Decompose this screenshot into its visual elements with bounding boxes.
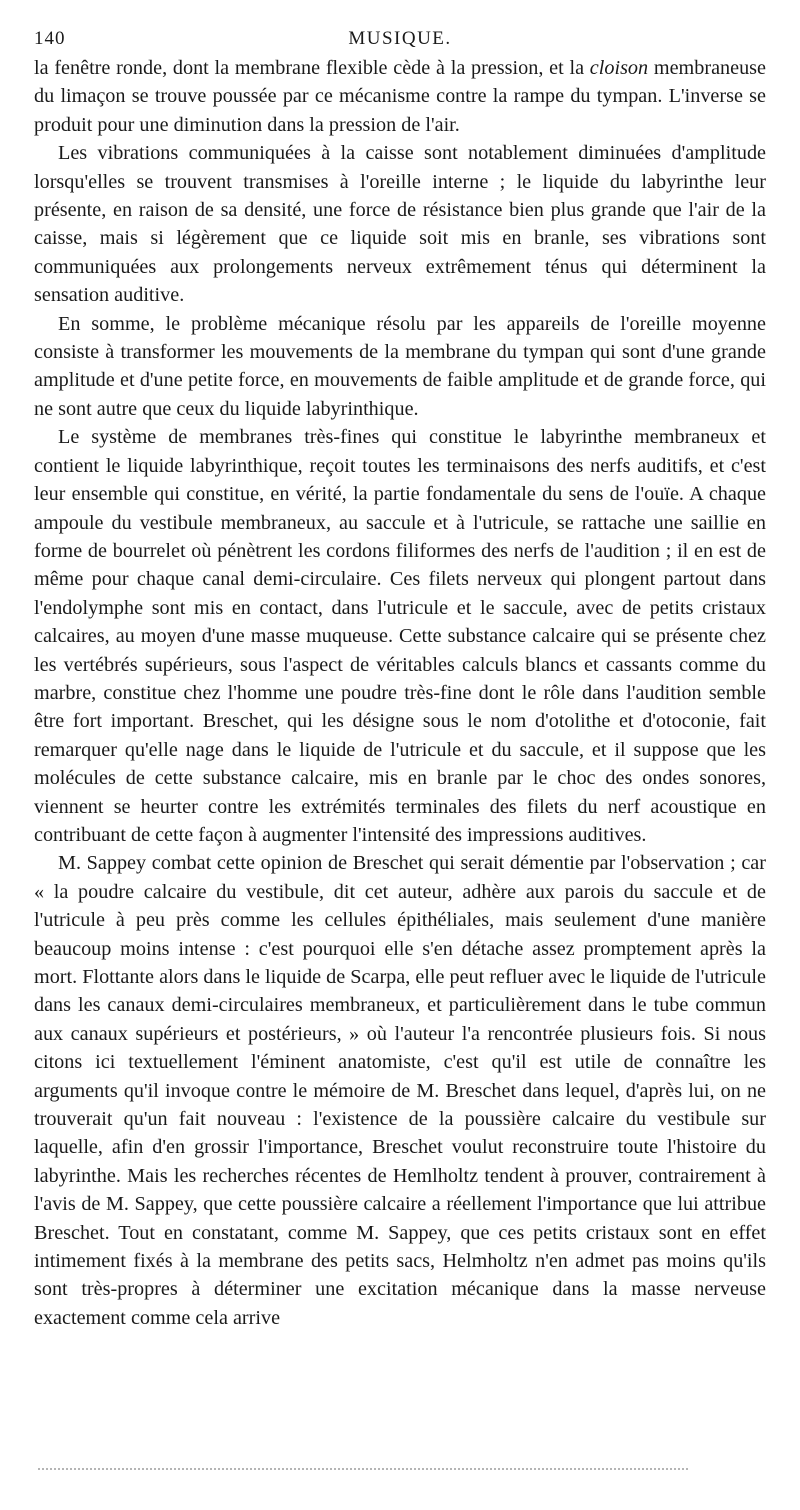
paragraph: En somme, le problème mécanique résolu par les appareils de l'oreille moyenne consiste à transformer les mouvements de la membrane du tympan qui sont d'une grande amplitude et d'une petite force, en mouvements de faible amplitude et de grande force, qui ne sont autre que ceux du liquide labyrinthique. (34, 312, 766, 420)
paragraph-continued (34, 54, 766, 139)
page-header-title: MUSIQUE. (348, 28, 452, 49)
paragraph: Le système de membranes très-fines qui constitue le labyrinthe membraneux et contient le liquide labyrinthique, reçoit toutes les terminaisons des nerfs auditifs, et c'est leur ensemble qui constitue, en vérité, la partie fondamentale du sens de l'ouïe. A chaque ampoule du vestibule membraneux, au saccule et à l'utricule, se rattache une saillie en forme de bourrelet où pénètrent les cordons filiformes des nerfs de l'audition ; il en est de même pour chaque canal demi-circulaire. Ces filets nerveux qui plongent partout dans l'endolymphe sont mis en contact, dans l'utricule et le saccule, avec de petits cristaux calcaires, au moyen d'une masse muqueuse. Cette substance calcaire qui se présente chez les vertébrés supérieurs, sous l'aspect de véritables calculs blancs et cassants comme du marbre, constitue chez l'homme une poudre très-fine dont le rôle dans l'audition semble être fort important. Breschet, qui les désigne sous le nom d'otolithe et d'otoconie, fait remarquer qu'elle nage dans le liquide de l'utricule et du saccule, et il suppose que les molécules de cette substance calcaire, mis en branle par le choc des ondes sonores, viennent se heurter contre les extrémités terminales des filets du nerf acoustique en contribuant de cette façon à augmenter l'intensité des impressions auditives. (34, 426, 766, 846)
paragraph: Les vibrations communiquées à la caisse sont notablement diminuées d'amplitude lorsqu'elles se trouvent transmises à l'oreille interne ; le liquide du labyrinthe leur présente, en raison de sa densité, une force de résistance bien plus grande que l'air de la caisse, mais si légèrement que ce liquide soit mis en branle, ses vibrations sont communiquées aux prolongements nerveux extrêmement ténus qui déterminent la sensation auditive. (34, 142, 766, 307)
running-head (34, 24, 766, 54)
text-run: la fenêtre ronde, dont la membrane flexible cède à la pression, et la (34, 57, 590, 79)
page-number: 140 (34, 28, 66, 49)
text-run: membraneuse du limaçon se trouve poussée par ce mécanisme contre la rampe du tympan. L'inverse se produit pour une diminution dans la pression de l'air. (34, 57, 766, 136)
footer-rule (38, 1468, 688, 1470)
paragraph: M. Sappey combat cette opinion de Breschet qui serait démentie par l'observation ; car « la poudre calcaire du vestibule, dit cet auteur, adhère aux parois du saccule et de l'utricule à peu près comme les cellules épithéliales, mais seulement d'une manière beaucoup moins intense : c'est pourquoi elle s'en détache assez promptement après la mort. Flottante alors dans le liquide de Scarpa, elle peut refluer avec le liquide de l'utricule dans les canaux demi-circulaires membraneux, et particulièrement dans le tube commun aux canaux supérieurs et postérieurs, » où l'auteur l'a rencontrée plusieurs fois. Si nous citons ici textuellement l'éminent anatomiste, c'est qu'il est utile de connaître les arguments qu'il invoque contre le mémoire de M. Breschet dans lequel, d'après lui, on ne trouverait qu'un fait nouveau : l'existence de la poussière calcaire du vestibule sur laquelle, afin d'en grossir l'importance, Breschet voulut reconstruire toute l'histoire du labyrinthe. Mais les recherches récentes de Hemlholtz tendent à prouver, contrairement à l'avis de M. Sappey, que cette poussière calcaire a réellement l'importance que lui attribue Breschet. Tout en constatant, comme M. Sappey, que ces petits cristaux sont en effet intimement fixés à la membrane des petits sacs, Helmholtz n'en admet pas moins qu'ils sont très-propres à déterminer une excitation mécanique dans la masse nerveuse exactement comme cela arrive (34, 852, 766, 1329)
body-text (34, 54, 766, 1332)
book-page (34, 24, 766, 1332)
italic-term: cloison (589, 57, 649, 79)
